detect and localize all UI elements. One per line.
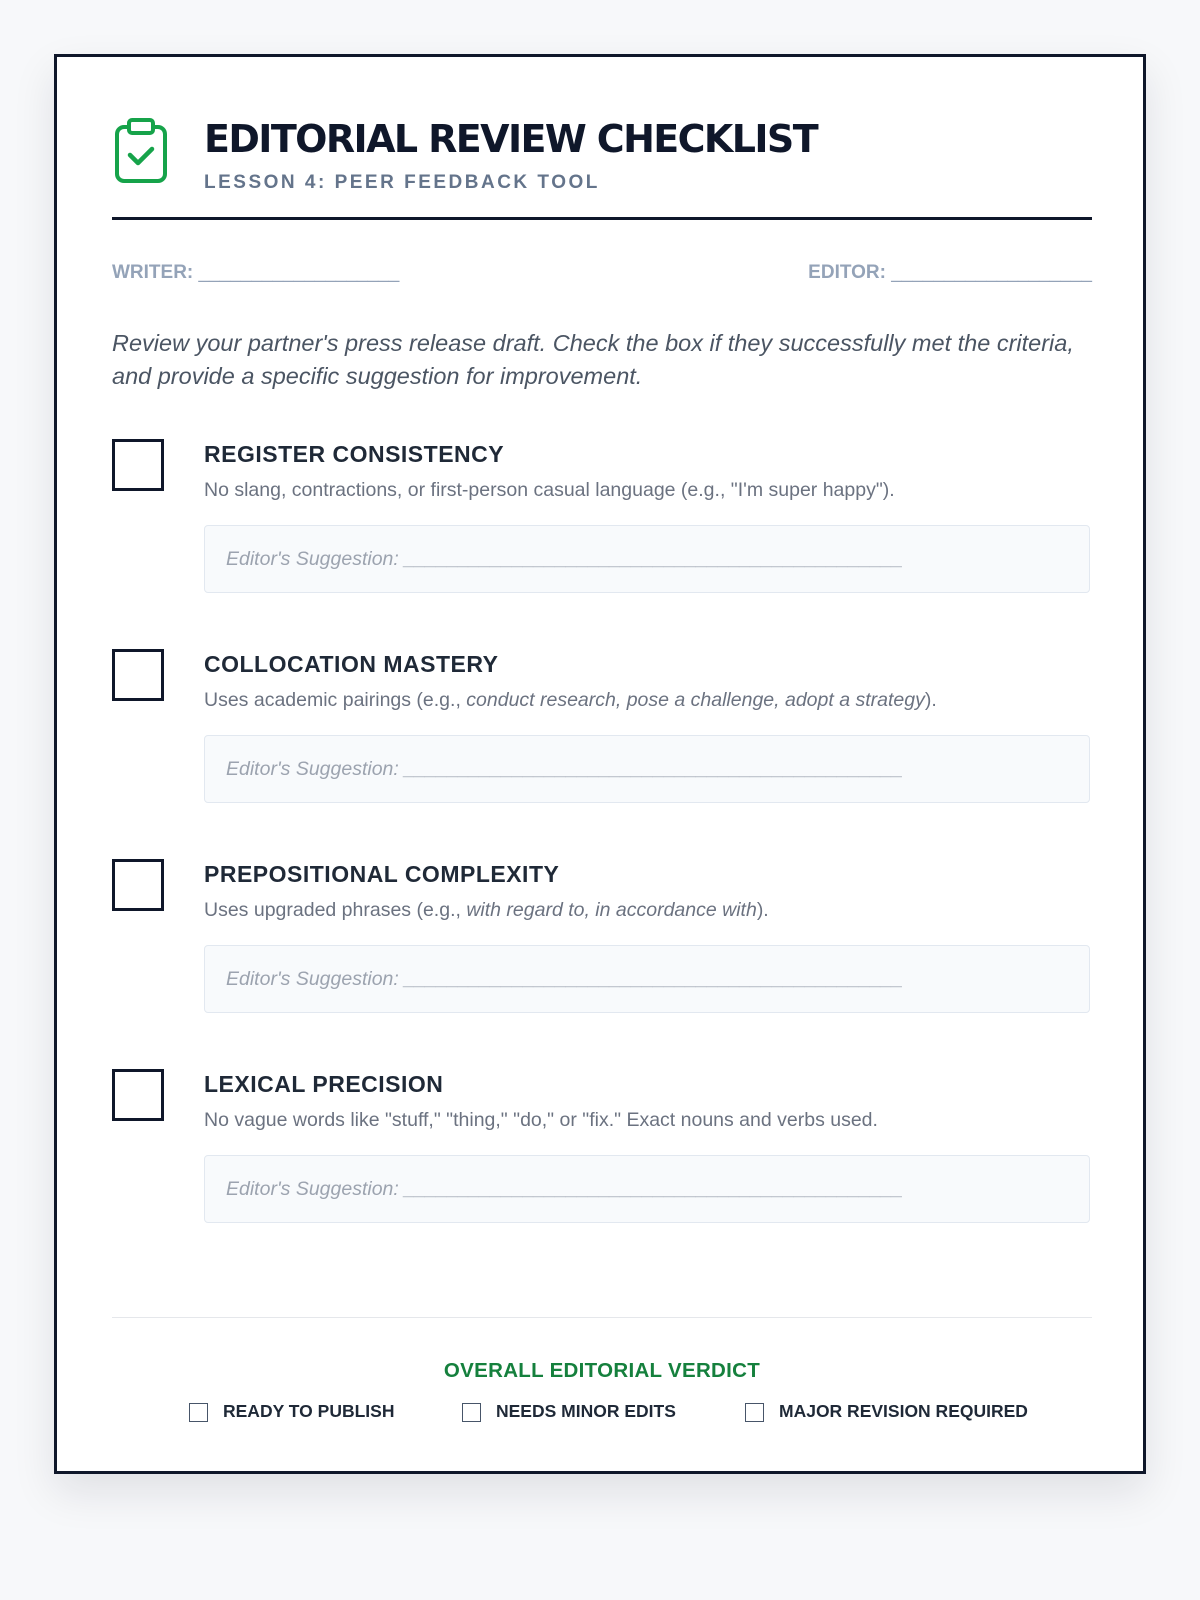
criterion-description: No slang, contractions, or first-person casual language (e.g., "I'm super happy").	[204, 479, 895, 501]
verdict-checkbox[interactable]	[462, 1403, 481, 1422]
editor-line: ___________________	[891, 262, 1092, 283]
criterion-lexical-precision	[112, 1069, 1092, 1239]
checklist-header	[112, 117, 1092, 217]
description-examples: with regard to, in accordance with	[466, 899, 757, 921]
verdict-checkbox[interactable]	[189, 1403, 208, 1422]
verdict-option-label: READY TO PUBLISH	[223, 1401, 395, 1421]
criterion-collocation-mastery	[112, 649, 1092, 819]
clipboard-check-icon	[112, 117, 172, 187]
criterion-description	[204, 689, 937, 712]
header-divider	[112, 217, 1092, 220]
criterion-title: COLLOCATION MASTERY	[204, 651, 499, 677]
editor-suggestion-field[interactable]	[204, 735, 1090, 803]
criterion-prepositional-complexity	[112, 859, 1092, 1029]
verdict-option-label: MAJOR REVISION REQUIRED	[779, 1401, 1028, 1421]
editor-suggestion-field[interactable]	[204, 525, 1090, 593]
verdict-checkbox[interactable]	[745, 1403, 764, 1422]
writer-line: ___________________	[198, 262, 400, 283]
criterion-checkbox[interactable]	[112, 649, 164, 701]
editor-field[interactable]	[808, 262, 1092, 284]
criterion-checkbox[interactable]	[112, 1069, 164, 1121]
criterion-title: REGISTER CONSISTENCY	[204, 441, 505, 467]
description-examples: conduct research, pose a challenge, adopt a strategy	[466, 689, 925, 711]
criterion-description: No vague words like "stuff," "thing," "do," or "fix." Exact nouns and verbs used.	[204, 1109, 878, 1131]
writer-field[interactable]	[112, 262, 399, 284]
editor-label: EDITOR:	[808, 262, 886, 283]
writer-label: WRITER:	[112, 262, 194, 283]
criterion-description	[204, 899, 769, 922]
editor-suggestion-field[interactable]	[204, 1155, 1090, 1223]
verdict-title: OVERALL EDITORIAL VERDICT	[443, 1359, 761, 1382]
description-text-end: ).	[756, 899, 769, 921]
checklist-card	[54, 54, 1146, 1474]
verdict-divider	[112, 1317, 1092, 1318]
verdict-option-label: NEEDS MINOR EDITS	[496, 1401, 676, 1421]
criterion-checkbox[interactable]	[112, 439, 164, 491]
criterion-checkbox[interactable]	[112, 859, 164, 911]
criterion-register-consistency	[112, 439, 1092, 609]
page-title: EDITORIAL REVIEW CHECKLIST	[204, 117, 818, 161]
description-text: Uses academic pairings (e.g.,	[204, 689, 467, 711]
editor-suggestion-field[interactable]	[204, 945, 1090, 1013]
criterion-title: LEXICAL PRECISION	[204, 1071, 444, 1097]
description-text: Uses upgraded phrases (e.g.,	[204, 899, 467, 921]
suggestion-placeholder: Editor's Suggestion: ______________________________________________	[226, 757, 904, 780]
signature-row	[112, 262, 1092, 292]
criterion-title: PREPOSITIONAL COMPLEXITY	[204, 861, 560, 887]
suggestion-placeholder: Editor's Suggestion: ______________________________________________	[226, 967, 904, 990]
description-text-end: ).	[924, 689, 937, 711]
page-subtitle: LESSON 4: PEER FEEDBACK TOOL	[204, 172, 600, 193]
suggestion-placeholder: Editor's Suggestion: ______________________________________________	[226, 1177, 904, 1200]
suggestion-placeholder: Editor's Suggestion: ______________________________________________	[226, 547, 904, 570]
instructions-text: Review your partner's press release draft. Check the box if they successfully met the criteria, and provide a specific suggestion for improvement.	[112, 330, 1074, 389]
